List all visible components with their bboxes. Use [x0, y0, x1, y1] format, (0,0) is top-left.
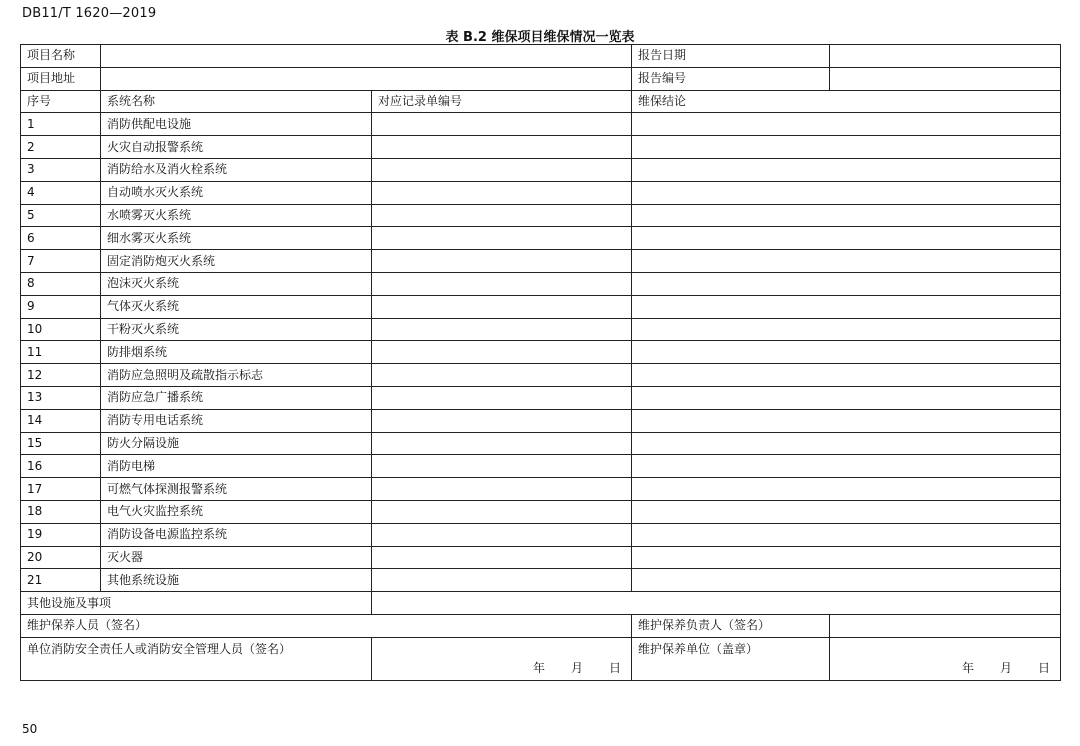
row-seq: 7 — [21, 250, 101, 273]
table-row — [21, 500, 1061, 523]
row-seq: 1 — [21, 113, 101, 136]
maintenance-staff-row — [21, 614, 1061, 637]
row-system-name: 自动喷水灭火系统 — [101, 181, 372, 204]
table-row — [21, 386, 1061, 409]
project-name-row — [21, 45, 1061, 68]
row-system-name: 气体灭火系统 — [101, 295, 372, 318]
row-system-name: 消防应急照明及疏散指示标志 — [101, 364, 372, 387]
project-address-row — [21, 67, 1061, 90]
table-row — [21, 158, 1061, 181]
table-row — [21, 523, 1061, 546]
row-conclusion[interactable] — [632, 295, 1061, 318]
table-row — [21, 227, 1061, 250]
report-number-label: 报告编号 — [632, 67, 830, 90]
maintenance-leader-signature[interactable] — [830, 614, 1061, 637]
date-month-label: 月 — [999, 660, 1012, 675]
row-conclusion[interactable] — [632, 455, 1061, 478]
row-record-no[interactable] — [372, 409, 632, 432]
date-year-label: 年 — [532, 660, 545, 675]
table-row — [21, 318, 1061, 341]
row-system-name: 干粉灭火系统 — [101, 318, 372, 341]
table-row — [21, 250, 1061, 273]
standard-code: DB11/T 1620—2019 — [22, 6, 157, 21]
row-seq: 4 — [21, 181, 101, 204]
row-seq: 12 — [21, 364, 101, 387]
row-seq: 19 — [21, 523, 101, 546]
row-system-name: 水喷雾灭火系统 — [101, 204, 372, 227]
row-system-name: 其他系统设施 — [101, 569, 372, 592]
row-system-name: 泡沫灭火系统 — [101, 272, 372, 295]
maintenance-staff-label: 维护保养人员（签名） — [21, 614, 632, 637]
table-row — [21, 432, 1061, 455]
row-conclusion[interactable] — [632, 158, 1061, 181]
maintenance-unit-date — [836, 658, 1050, 679]
row-system-name: 消防给水及消火栓系统 — [101, 158, 372, 181]
row-conclusion[interactable] — [632, 227, 1061, 250]
row-record-no[interactable] — [372, 455, 632, 478]
project-name-value[interactable] — [101, 45, 632, 68]
row-conclusion[interactable] — [632, 318, 1061, 341]
row-record-no[interactable] — [372, 386, 632, 409]
row-conclusion[interactable] — [632, 204, 1061, 227]
date-year-label: 年 — [961, 660, 974, 675]
row-system-name: 消防供配电设施 — [101, 113, 372, 136]
safety-manager-date — [378, 658, 621, 679]
maintenance-leader-label: 维护保养负责人（签名） — [632, 614, 830, 637]
row-record-no[interactable] — [372, 341, 632, 364]
row-conclusion[interactable] — [632, 569, 1061, 592]
row-system-name: 细水雾灭火系统 — [101, 227, 372, 250]
page-number: 50 — [22, 722, 38, 736]
table-title: 表 B.2 维保项目维保情况一览表 — [445, 30, 635, 45]
row-conclusion[interactable] — [632, 136, 1061, 159]
row-system-name: 消防电梯 — [101, 455, 372, 478]
table-row — [21, 204, 1061, 227]
row-seq: 18 — [21, 500, 101, 523]
row-seq: 9 — [21, 295, 101, 318]
row-conclusion[interactable] — [632, 250, 1061, 273]
date-day-label: 日 — [608, 660, 621, 675]
row-seq: 14 — [21, 409, 101, 432]
maintenance-summary-table — [20, 44, 1061, 681]
table-row — [21, 409, 1061, 432]
row-conclusion[interactable] — [632, 432, 1061, 455]
row-record-no[interactable] — [372, 432, 632, 455]
table-row — [21, 181, 1061, 204]
row-conclusion[interactable] — [632, 364, 1061, 387]
row-conclusion[interactable] — [632, 181, 1061, 204]
row-seq: 3 — [21, 158, 101, 181]
row-seq: 5 — [21, 204, 101, 227]
project-address-value[interactable] — [101, 67, 632, 90]
row-system-name: 火灾自动报警系统 — [101, 136, 372, 159]
row-record-no[interactable] — [372, 500, 632, 523]
row-system-name: 防火分隔设施 — [101, 432, 372, 455]
row-conclusion[interactable] — [632, 386, 1061, 409]
row-record-no[interactable] — [372, 295, 632, 318]
row-seq: 20 — [21, 546, 101, 569]
row-seq: 11 — [21, 341, 101, 364]
column-header-conclusion: 维保结论 — [632, 90, 1061, 113]
row-system-name: 固定消防炮灭火系统 — [101, 250, 372, 273]
table-row — [21, 272, 1061, 295]
other-facilities-label: 其他设施及事项 — [21, 592, 372, 615]
column-header-record-no: 对应记录单编号 — [372, 90, 632, 113]
row-record-no[interactable] — [372, 204, 632, 227]
maintenance-unit-seal[interactable] — [830, 637, 1061, 680]
row-seq: 8 — [21, 272, 101, 295]
row-record-no[interactable] — [372, 318, 632, 341]
column-header-row — [21, 90, 1061, 113]
row-conclusion[interactable] — [632, 113, 1061, 136]
row-conclusion[interactable] — [632, 341, 1061, 364]
table-row — [21, 341, 1061, 364]
date-month-label: 月 — [570, 660, 583, 675]
row-conclusion[interactable] — [632, 523, 1061, 546]
table-row — [21, 478, 1061, 501]
report-date-value[interactable] — [830, 45, 1061, 68]
row-seq: 13 — [21, 386, 101, 409]
maintenance-unit-label: 维护保养单位（盖章） — [632, 637, 830, 680]
row-system-name: 防排烟系统 — [101, 341, 372, 364]
report-number-value[interactable] — [830, 67, 1061, 90]
row-system-name: 消防设备电源监控系统 — [101, 523, 372, 546]
row-seq: 2 — [21, 136, 101, 159]
table-row — [21, 569, 1061, 592]
column-header-system: 系统名称 — [101, 90, 372, 113]
project-address-label: 项目地址 — [21, 67, 101, 90]
row-record-no[interactable] — [372, 181, 632, 204]
report-date-label: 报告日期 — [632, 45, 830, 68]
row-system-name: 消防专用电话系统 — [101, 409, 372, 432]
row-record-no[interactable] — [372, 227, 632, 250]
row-seq: 6 — [21, 227, 101, 250]
row-system-name: 灭火器 — [101, 546, 372, 569]
safety-manager-row — [21, 637, 1061, 680]
table-row — [21, 364, 1061, 387]
row-system-name: 电气火灾监控系统 — [101, 500, 372, 523]
row-record-no[interactable] — [372, 569, 632, 592]
row-conclusion[interactable] — [632, 500, 1061, 523]
table-row — [21, 546, 1061, 569]
row-conclusion[interactable] — [632, 272, 1061, 295]
row-record-no[interactable] — [372, 478, 632, 501]
column-header-seq: 序号 — [21, 90, 101, 113]
row-record-no[interactable] — [372, 250, 632, 273]
row-record-no[interactable] — [372, 113, 632, 136]
date-day-label: 日 — [1038, 660, 1051, 675]
row-seq: 21 — [21, 569, 101, 592]
project-name-label: 项目名称 — [21, 45, 101, 68]
row-record-no[interactable] — [372, 546, 632, 569]
other-facilities-row — [21, 592, 1061, 615]
row-record-no[interactable] — [372, 158, 632, 181]
safety-manager-label: 单位消防安全责任人或消防安全管理人员（签名） — [21, 637, 372, 680]
row-record-no[interactable] — [372, 523, 632, 546]
row-record-no[interactable] — [372, 136, 632, 159]
safety-manager-signature[interactable] — [372, 637, 632, 680]
table-row — [21, 295, 1061, 318]
other-facilities-value[interactable] — [372, 592, 1061, 615]
row-conclusion[interactable] — [632, 478, 1061, 501]
row-conclusion[interactable] — [632, 409, 1061, 432]
row-conclusion[interactable] — [632, 546, 1061, 569]
row-record-no[interactable] — [372, 272, 632, 295]
row-seq: 10 — [21, 318, 101, 341]
table-row — [21, 113, 1061, 136]
table-row — [21, 455, 1061, 478]
row-seq: 17 — [21, 478, 101, 501]
row-record-no[interactable] — [372, 364, 632, 387]
row-system-name: 可燃气体探测报警系统 — [101, 478, 372, 501]
table-row — [21, 136, 1061, 159]
row-seq: 16 — [21, 455, 101, 478]
row-seq: 15 — [21, 432, 101, 455]
row-system-name: 消防应急广播系统 — [101, 386, 372, 409]
